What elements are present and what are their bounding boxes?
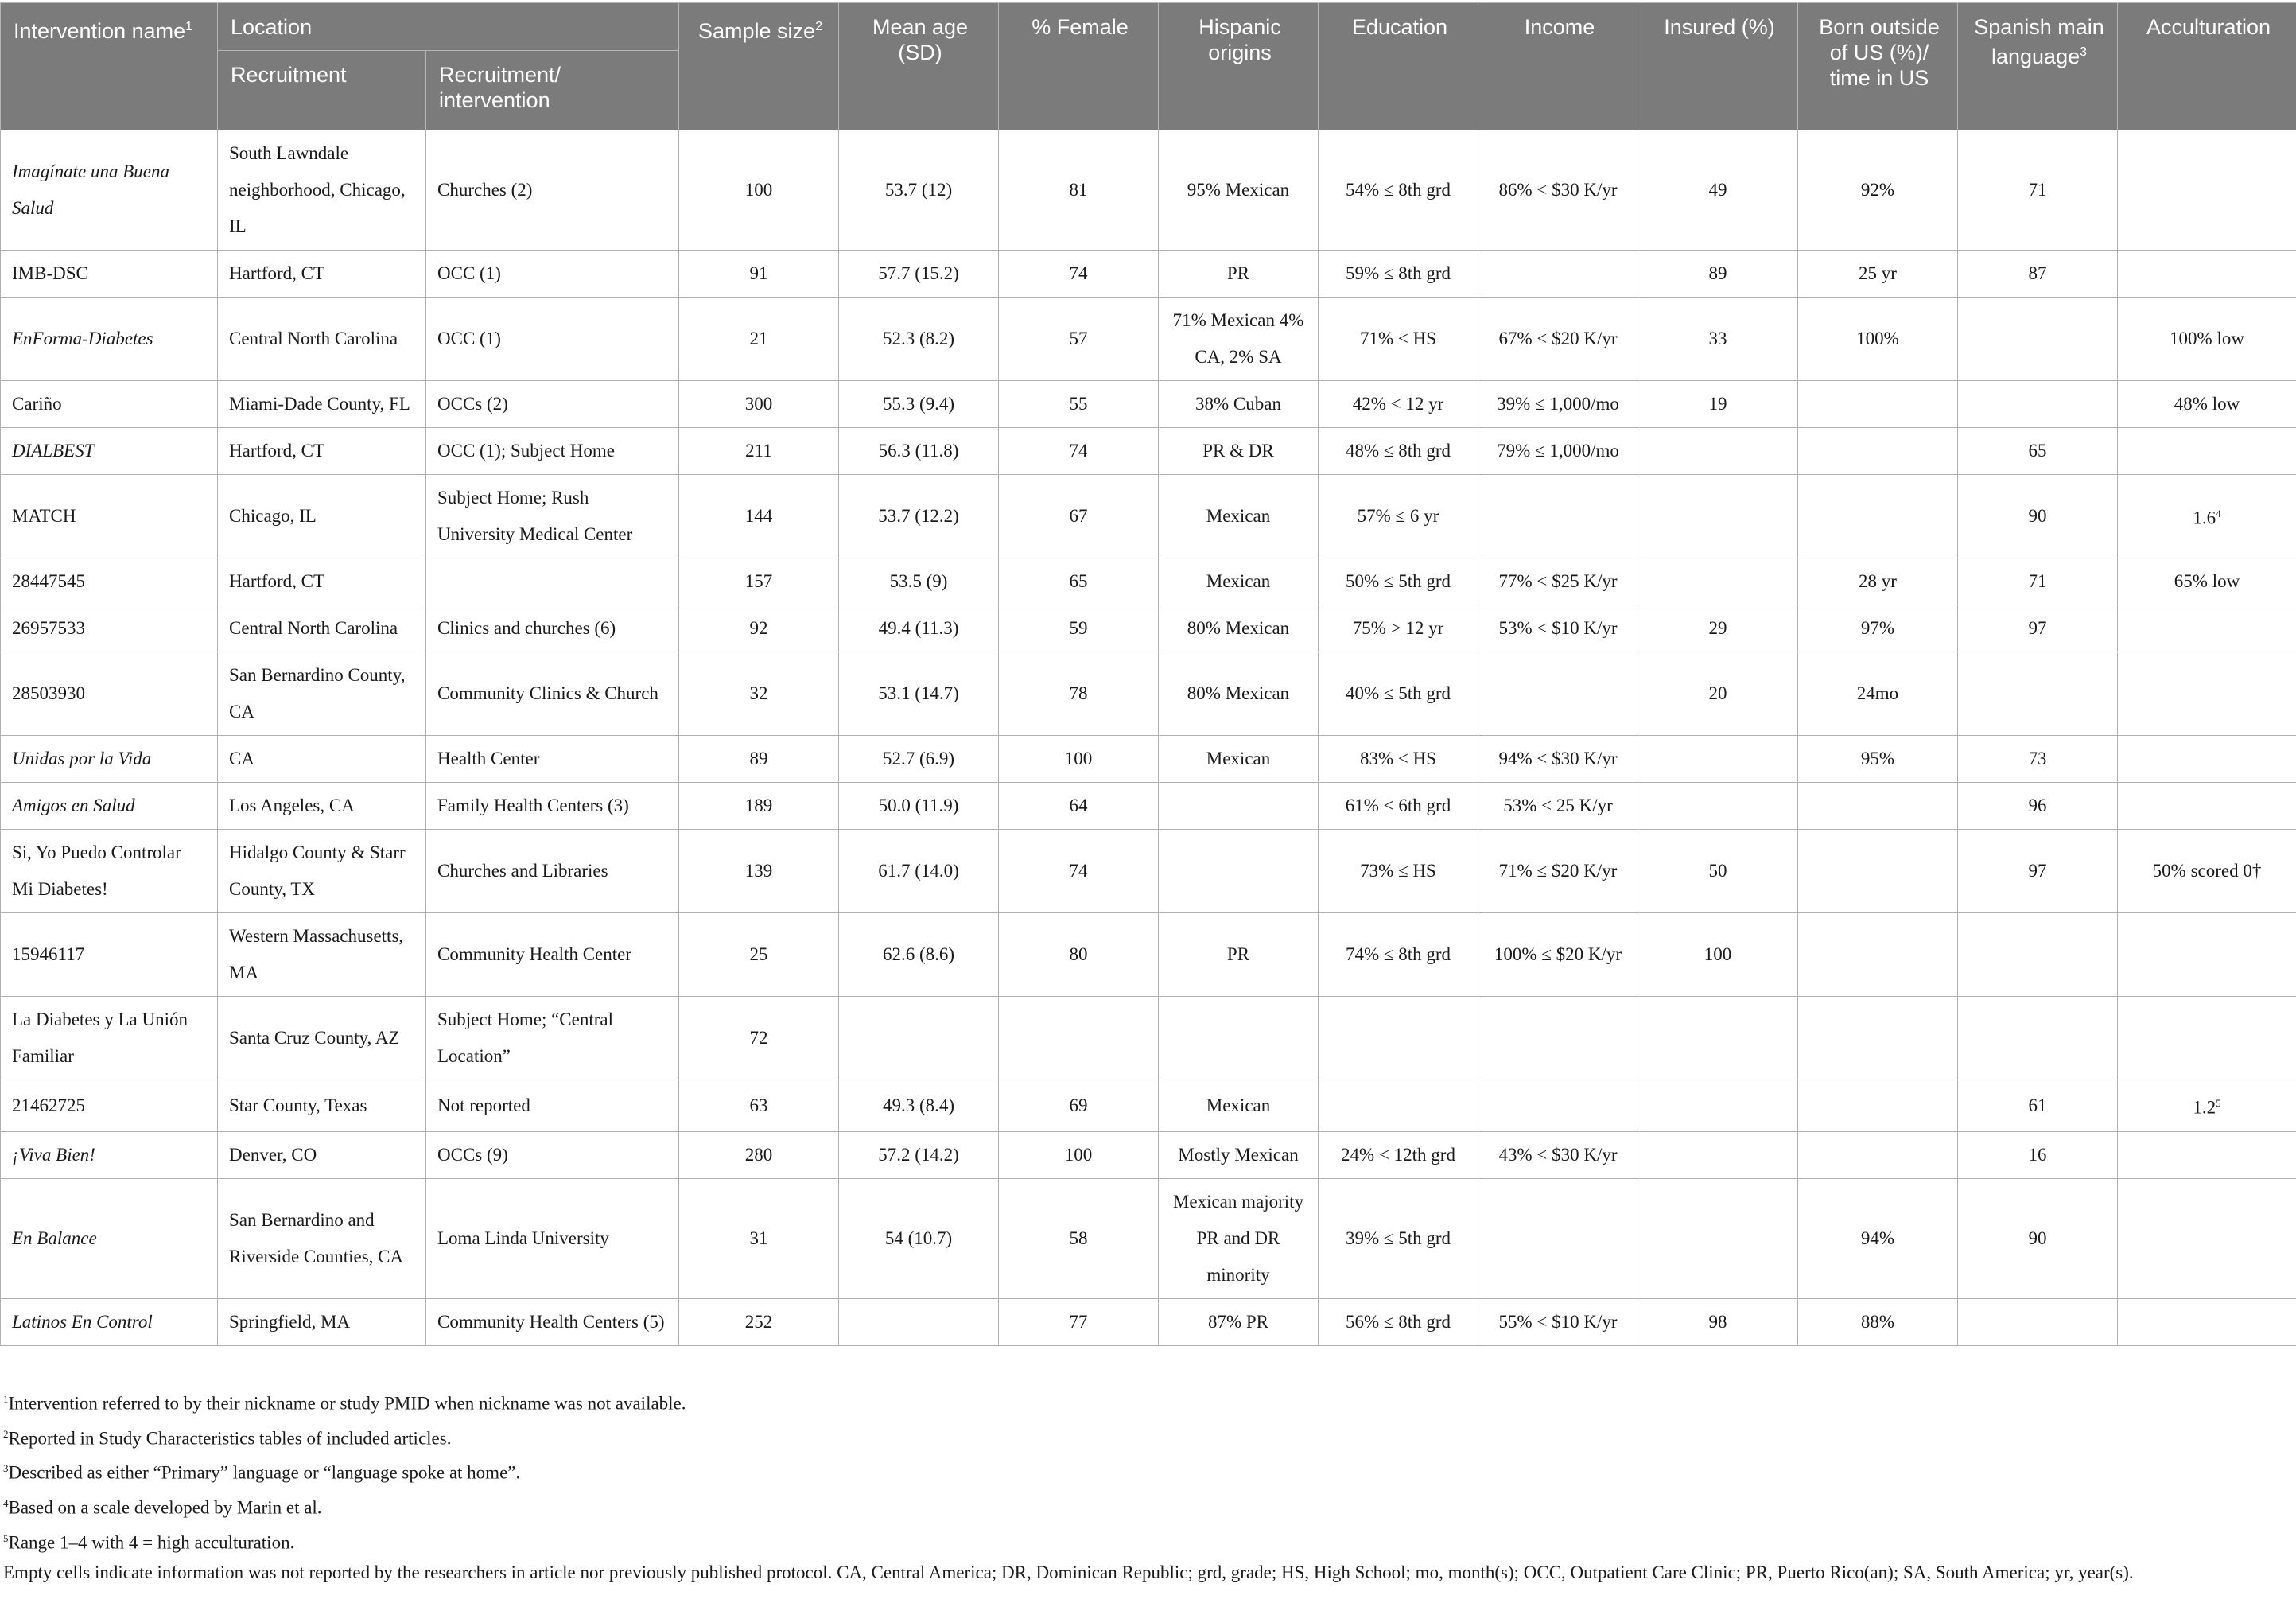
col-spanish-language: Spanish main language$^3$ xyxy=(1958,3,2118,130)
col-location: Location xyxy=(218,3,679,51)
female-cell: 65 xyxy=(999,558,1159,605)
spanish-language-cell: 16 xyxy=(1958,1131,2118,1178)
acculturation-cell: 100% low xyxy=(2118,298,2296,381)
income-cell: 77% < $25 K/yr xyxy=(1478,558,1638,605)
acculturation-cell: $1.2^5$ xyxy=(2118,1080,2296,1132)
intervention-name-cell: 15946117 xyxy=(1,913,218,997)
income-cell: 100% ≤ $20 K/yr xyxy=(1478,913,1638,997)
education-cell: 73% ≤ HS xyxy=(1319,830,1478,913)
education-cell: 75% > 12 yr xyxy=(1319,605,1478,652)
intervention-name-cell: EnForma-Diabetes xyxy=(1,298,218,381)
education-cell: 74% ≤ 8th grd xyxy=(1319,913,1478,997)
income-cell: 55% < $10 K/yr xyxy=(1478,1298,1638,1345)
table-row xyxy=(1,381,2296,428)
intervention-name-cell: La Diabetes y La Unión Familiar xyxy=(1,997,218,1080)
female-cell: 59 xyxy=(999,605,1159,652)
intervention-name-cell: Imagínate una Buena Salud xyxy=(1,130,218,251)
income-cell xyxy=(1478,1178,1638,1298)
born-outside-cell: 97% xyxy=(1798,605,1958,652)
recruitment-intervention-cell: Subject Home; “Central Location” xyxy=(426,997,679,1080)
female-cell: 58 xyxy=(999,1178,1159,1298)
col-intervention-name: Intervention name$^1$ xyxy=(1,3,218,130)
recruitment-intervention-cell: OCC (1); Subject Home xyxy=(426,428,679,475)
acculturation-cell: 50% scored 0† xyxy=(2118,830,2296,913)
income-cell: 53% < 25 K/yr xyxy=(1478,783,1638,830)
hispanic-origins-cell: 80% Mexican xyxy=(1159,652,1319,736)
recruitment-intervention-cell: Community Clinics & Church xyxy=(426,652,679,736)
born-outside-cell xyxy=(1798,1131,1958,1178)
education-cell: 50% ≤ 5th grd xyxy=(1319,558,1478,605)
female-cell: 78 xyxy=(999,652,1159,736)
education-cell xyxy=(1319,1080,1478,1132)
recruitment-cell: Western Massachusetts, MA xyxy=(218,913,426,997)
education-cell: 61% < 6th grd xyxy=(1319,783,1478,830)
mean-age-cell: 53.7 (12) xyxy=(839,130,999,251)
acculturation-cell: $1.6^4$ xyxy=(2118,475,2296,558)
recruitment-intervention-cell: OCCs (2) xyxy=(426,381,679,428)
footnote: $^4$Based on a scale developed by Marin et al. xyxy=(3,1496,322,1518)
female-cell: 77 xyxy=(999,1298,1159,1345)
insured-cell xyxy=(1638,475,1798,558)
born-outside-cell xyxy=(1798,830,1958,913)
education-cell: 54% ≤ 8th grd xyxy=(1319,130,1478,251)
born-outside-cell xyxy=(1798,428,1958,475)
hispanic-origins-cell: Mostly Mexican xyxy=(1159,1131,1319,1178)
acculturation-cell xyxy=(2118,736,2296,783)
female-cell: 74 xyxy=(999,428,1159,475)
sample-size-cell: 300 xyxy=(679,381,839,428)
insured-cell: 33 xyxy=(1638,298,1798,381)
col-sample-size: Sample size$^2$ xyxy=(679,3,839,130)
sample-size-cell: 252 xyxy=(679,1298,839,1345)
insured-cell: 100 xyxy=(1638,913,1798,997)
hispanic-origins-cell: Mexican xyxy=(1159,558,1319,605)
hispanic-origins-cell xyxy=(1159,783,1319,830)
footnote: $^5$Range 1–4 with 4 = high acculturation. xyxy=(3,1531,295,1553)
hispanic-origins-cell: PR & DR xyxy=(1159,428,1319,475)
sample-size-cell: 280 xyxy=(679,1131,839,1178)
col-recruitment: Recruitment xyxy=(218,51,426,130)
insured-cell: 29 xyxy=(1638,605,1798,652)
income-cell: 94% < $30 K/yr xyxy=(1478,736,1638,783)
characteristics-table xyxy=(0,2,2296,1346)
table-row xyxy=(1,475,2296,558)
spanish-language-cell: 71 xyxy=(1958,130,2118,251)
recruitment-intervention-cell: Community Health Center xyxy=(426,913,679,997)
female-cell: 81 xyxy=(999,130,1159,251)
recruitment-cell: San Bernardino County, CA xyxy=(218,652,426,736)
education-cell: 48% ≤ 8th grd xyxy=(1319,428,1478,475)
sample-size-cell: 72 xyxy=(679,997,839,1080)
mean-age-cell: 57.2 (14.2) xyxy=(839,1131,999,1178)
sample-size-cell: 144 xyxy=(679,475,839,558)
sample-size-cell: 31 xyxy=(679,1178,839,1298)
hispanic-origins-cell: 95% Mexican xyxy=(1159,130,1319,251)
table-row xyxy=(1,1080,2296,1132)
mean-age-cell: 52.7 (6.9) xyxy=(839,736,999,783)
insured-cell xyxy=(1638,428,1798,475)
insured-cell xyxy=(1638,997,1798,1080)
acculturation-cell xyxy=(2118,997,2296,1080)
recruitment-cell: Miami-Dade County, FL xyxy=(218,381,426,428)
recruitment-intervention-cell: Health Center xyxy=(426,736,679,783)
income-cell xyxy=(1478,652,1638,736)
table-row xyxy=(1,736,2296,783)
female-cell: 100 xyxy=(999,736,1159,783)
table-row xyxy=(1,428,2296,475)
recruitment-intervention-cell: Churches (2) xyxy=(426,130,679,251)
acculturation-cell: 65% low xyxy=(2118,558,2296,605)
table-header xyxy=(1,3,2296,130)
income-cell: 67% < $20 K/yr xyxy=(1478,298,1638,381)
sample-size-cell: 189 xyxy=(679,783,839,830)
spanish-language-cell: 87 xyxy=(1958,251,2118,298)
recruitment-intervention-cell: Loma Linda University xyxy=(426,1178,679,1298)
recruitment-cell: San Bernardino and Riverside Counties, CA xyxy=(218,1178,426,1298)
table-body xyxy=(1,130,2296,1346)
insured-cell: 19 xyxy=(1638,381,1798,428)
hispanic-origins-cell: Mexican xyxy=(1159,475,1319,558)
mean-age-cell: 53.7 (12.2) xyxy=(839,475,999,558)
income-cell: 71% ≤ $20 K/yr xyxy=(1478,830,1638,913)
hispanic-origins-cell: 38% Cuban xyxy=(1159,381,1319,428)
col-female: % Female xyxy=(999,3,1159,130)
intervention-name-cell: DIALBEST xyxy=(1,428,218,475)
recruitment-intervention-cell: Churches and Libraries xyxy=(426,830,679,913)
sample-size-cell: 139 xyxy=(679,830,839,913)
insured-cell: 50 xyxy=(1638,830,1798,913)
income-cell xyxy=(1478,475,1638,558)
acculturation-cell: 48% low xyxy=(2118,381,2296,428)
insured-cell xyxy=(1638,736,1798,783)
recruitment-intervention-cell: Family Health Centers (3) xyxy=(426,783,679,830)
income-cell xyxy=(1478,997,1638,1080)
hispanic-origins-cell xyxy=(1159,830,1319,913)
insured-cell xyxy=(1638,1080,1798,1132)
spanish-language-cell xyxy=(1958,381,2118,428)
acculturation-cell xyxy=(2118,1298,2296,1345)
hispanic-origins-cell: 87% PR xyxy=(1159,1298,1319,1345)
table-row xyxy=(1,1298,2296,1345)
recruitment-intervention-cell: Clinics and churches (6) xyxy=(426,605,679,652)
female-cell: 55 xyxy=(999,381,1159,428)
table-row xyxy=(1,558,2296,605)
hispanic-origins-cell: PR xyxy=(1159,913,1319,997)
col-education: Education xyxy=(1319,3,1478,130)
income-cell: 43% < $30 K/yr xyxy=(1478,1131,1638,1178)
born-outside-cell: 92% xyxy=(1798,130,1958,251)
female-cell xyxy=(999,997,1159,1080)
education-cell: 56% ≤ 8th grd xyxy=(1319,1298,1478,1345)
col-hispanic-origins: Hispanic origins xyxy=(1159,3,1319,130)
mean-age-cell: 56.3 (11.8) xyxy=(839,428,999,475)
intervention-name-cell: Cariño xyxy=(1,381,218,428)
hispanic-origins-cell: Mexican xyxy=(1159,736,1319,783)
education-cell xyxy=(1319,997,1478,1080)
sample-size-cell: 211 xyxy=(679,428,839,475)
mean-age-cell: 52.3 (8.2) xyxy=(839,298,999,381)
table-footnotes xyxy=(0,1384,2296,1588)
insured-cell xyxy=(1638,1178,1798,1298)
income-cell: 53% < $10 K/yr xyxy=(1478,605,1638,652)
born-outside-cell: 95% xyxy=(1798,736,1958,783)
hispanic-origins-cell: Mexican majority PR and DR minority xyxy=(1159,1178,1319,1298)
table-row xyxy=(1,830,2296,913)
footnote: Empty cells indicate information was not reported by the researchers in article nor previously published protocol. CA, Central America; DR, Dominican Republic; grd, grade; HS, High School; mo, month(s); OCC, Outpatient Care Clinic; PR, Puerto Rico(an); SA, South America; yr, year(s). xyxy=(3,1562,2134,1583)
hispanic-origins-cell: 80% Mexican xyxy=(1159,605,1319,652)
insured-cell: 98 xyxy=(1638,1298,1798,1345)
recruitment-cell: Hartford, CT xyxy=(218,428,426,475)
sample-size-cell: 63 xyxy=(679,1080,839,1132)
acculturation-cell xyxy=(2118,251,2296,298)
recruitment-cell: Springfield, MA xyxy=(218,1298,426,1345)
table-row xyxy=(1,605,2296,652)
hispanic-origins-cell: Mexican xyxy=(1159,1080,1319,1132)
mean-age-cell: 55.3 (9.4) xyxy=(839,381,999,428)
intervention-name-cell: 26957533 xyxy=(1,605,218,652)
acculturation-cell xyxy=(2118,130,2296,251)
born-outside-cell: 100% xyxy=(1798,298,1958,381)
income-cell: 79% ≤ 1,000/mo xyxy=(1478,428,1638,475)
born-outside-cell: 25 yr xyxy=(1798,251,1958,298)
acculturation-cell xyxy=(2118,1131,2296,1178)
female-cell: 100 xyxy=(999,1131,1159,1178)
sample-size-cell: 157 xyxy=(679,558,839,605)
table-row xyxy=(1,298,2296,381)
intervention-name-cell: Si, Yo Puedo Controlar Mi Diabetes! xyxy=(1,830,218,913)
intervention-name-cell: Unidas por la Vida xyxy=(1,736,218,783)
recruitment-cell: Central North Carolina xyxy=(218,605,426,652)
intervention-name-cell: En Balance xyxy=(1,1178,218,1298)
recruitment-cell: South Lawndale neighborhood, Chicago, IL xyxy=(218,130,426,251)
recruitment-intervention-cell: Community Health Centers (5) xyxy=(426,1298,679,1345)
recruitment-intervention-cell: OCCs (9) xyxy=(426,1131,679,1178)
born-outside-cell: 28 yr xyxy=(1798,558,1958,605)
mean-age-cell: 49.4 (11.3) xyxy=(839,605,999,652)
mean-age-cell: 49.3 (8.4) xyxy=(839,1080,999,1132)
education-cell: 59% ≤ 8th grd xyxy=(1319,251,1478,298)
born-outside-cell xyxy=(1798,381,1958,428)
mean-age-cell: 54 (10.7) xyxy=(839,1178,999,1298)
col-recruitment-intervention: Recruitment/ intervention xyxy=(426,51,679,130)
recruitment-cell: Santa Cruz County, AZ xyxy=(218,997,426,1080)
born-outside-cell: 24mo xyxy=(1798,652,1958,736)
recruitment-cell: CA xyxy=(218,736,426,783)
born-outside-cell: 94% xyxy=(1798,1178,1958,1298)
acculturation-cell xyxy=(2118,1178,2296,1298)
insured-cell: 20 xyxy=(1638,652,1798,736)
mean-age-cell: 61.7 (14.0) xyxy=(839,830,999,913)
table-row xyxy=(1,652,2296,736)
footnote: $^1$Intervention referred to by their nickname or study PMID when nickname was not available. xyxy=(3,1393,686,1414)
recruitment-intervention-cell: OCC (1) xyxy=(426,251,679,298)
education-cell: 57% ≤ 6 yr xyxy=(1319,475,1478,558)
hispanic-origins-cell: 71% Mexican 4% CA, 2% SA xyxy=(1159,298,1319,381)
table-row xyxy=(1,997,2296,1080)
spanish-language-cell: 65 xyxy=(1958,428,2118,475)
sample-size-cell: 21 xyxy=(679,298,839,381)
mean-age-cell xyxy=(839,1298,999,1345)
spanish-language-cell xyxy=(1958,298,2118,381)
mean-age-cell: 53.5 (9) xyxy=(839,558,999,605)
mean-age-cell: 50.0 (11.9) xyxy=(839,783,999,830)
recruitment-cell: Hartford, CT xyxy=(218,558,426,605)
recruitment-intervention-cell: Subject Home; Rush University Medical Center xyxy=(426,475,679,558)
intervention-name-cell: Latinos En Control xyxy=(1,1298,218,1345)
spanish-language-cell xyxy=(1958,1298,2118,1345)
female-cell: 80 xyxy=(999,913,1159,997)
acculturation-cell xyxy=(2118,783,2296,830)
born-outside-cell xyxy=(1798,997,1958,1080)
education-cell: 42% < 12 yr xyxy=(1319,381,1478,428)
insured-cell xyxy=(1638,558,1798,605)
education-cell: 40% ≤ 5th grd xyxy=(1319,652,1478,736)
col-income: Income xyxy=(1478,3,1638,130)
recruitment-cell: Chicago, IL xyxy=(218,475,426,558)
footnote: $^2$Reported in Study Characteristics tables of included articles. xyxy=(3,1427,452,1449)
intervention-name-cell: MATCH xyxy=(1,475,218,558)
intervention-name-cell: 28503930 xyxy=(1,652,218,736)
table-row xyxy=(1,913,2296,997)
sample-size-cell: 100 xyxy=(679,130,839,251)
spanish-language-cell: 73 xyxy=(1958,736,2118,783)
table-row xyxy=(1,130,2296,251)
col-mean-age: Mean age (SD) xyxy=(839,3,999,130)
born-outside-cell xyxy=(1798,1080,1958,1132)
mean-age-cell: 62.6 (8.6) xyxy=(839,913,999,997)
income-cell xyxy=(1478,1080,1638,1132)
income-cell: 86% < $30 K/yr xyxy=(1478,130,1638,251)
female-cell: 74 xyxy=(999,251,1159,298)
education-cell: 24% < 12th grd xyxy=(1319,1131,1478,1178)
education-cell: 39% ≤ 5th grd xyxy=(1319,1178,1478,1298)
recruitment-cell: Star County, Texas xyxy=(218,1080,426,1132)
acculturation-cell xyxy=(2118,913,2296,997)
hispanic-origins-cell: PR xyxy=(1159,251,1319,298)
recruitment-cell: Denver, CO xyxy=(218,1131,426,1178)
intervention-name-cell: 21462725 xyxy=(1,1080,218,1132)
table-row xyxy=(1,1178,2296,1298)
intervention-name-cell: 28447545 xyxy=(1,558,218,605)
recruitment-cell: Los Angeles, CA xyxy=(218,783,426,830)
table-row xyxy=(1,1131,2296,1178)
insured-cell xyxy=(1638,1131,1798,1178)
acculturation-cell xyxy=(2118,652,2296,736)
spanish-language-cell: 90 xyxy=(1958,475,2118,558)
intervention-name-cell: ¡Viva Bien! xyxy=(1,1131,218,1178)
col-acculturation: Acculturation xyxy=(2118,3,2296,130)
spanish-language-cell: 96 xyxy=(1958,783,2118,830)
female-cell: 64 xyxy=(999,783,1159,830)
female-cell: 74 xyxy=(999,830,1159,913)
spanish-language-cell: 97 xyxy=(1958,830,2118,913)
born-outside-cell xyxy=(1798,475,1958,558)
recruitment-intervention-cell: OCC (1) xyxy=(426,298,679,381)
income-cell: 39% ≤ 1,000/mo xyxy=(1478,381,1638,428)
spanish-language-cell: 61 xyxy=(1958,1080,2118,1132)
spanish-language-cell xyxy=(1958,997,2118,1080)
recruitment-cell: Hartford, CT xyxy=(218,251,426,298)
col-born-outside: Born outside of US (%)/ time in US xyxy=(1798,3,1958,130)
sample-size-cell: 92 xyxy=(679,605,839,652)
sample-size-cell: 32 xyxy=(679,652,839,736)
spanish-language-cell xyxy=(1958,913,2118,997)
income-cell xyxy=(1478,251,1638,298)
recruitment-intervention-cell xyxy=(426,558,679,605)
sample-size-cell: 89 xyxy=(679,736,839,783)
insured-cell: 49 xyxy=(1638,130,1798,251)
education-cell: 83% < HS xyxy=(1319,736,1478,783)
table-row xyxy=(1,783,2296,830)
insured-cell xyxy=(1638,783,1798,830)
born-outside-cell xyxy=(1798,783,1958,830)
born-outside-cell: 88% xyxy=(1798,1298,1958,1345)
insured-cell: 89 xyxy=(1638,251,1798,298)
born-outside-cell xyxy=(1798,913,1958,997)
mean-age-cell xyxy=(839,997,999,1080)
acculturation-cell xyxy=(2118,605,2296,652)
intervention-name-cell: IMB-DSC xyxy=(1,251,218,298)
col-insured: Insured (%) xyxy=(1638,3,1798,130)
mean-age-cell: 53.1 (14.7) xyxy=(839,652,999,736)
female-cell: 69 xyxy=(999,1080,1159,1132)
spanish-language-cell: 90 xyxy=(1958,1178,2118,1298)
recruitment-intervention-cell: Not reported xyxy=(426,1080,679,1132)
spanish-language-cell: 71 xyxy=(1958,558,2118,605)
table-row xyxy=(1,251,2296,298)
spanish-language-cell: 97 xyxy=(1958,605,2118,652)
sample-size-cell: 25 xyxy=(679,913,839,997)
mean-age-cell: 57.7 (15.2) xyxy=(839,251,999,298)
spanish-language-cell xyxy=(1958,652,2118,736)
education-cell: 71% < HS xyxy=(1319,298,1478,381)
footnote: $^3$Described as either “Primary” language or “language spoke at home”. xyxy=(3,1462,521,1483)
sample-size-cell: 91 xyxy=(679,251,839,298)
female-cell: 57 xyxy=(999,298,1159,381)
hispanic-origins-cell xyxy=(1159,997,1319,1080)
recruitment-cell: Hidalgo County & Starr County, TX xyxy=(218,830,426,913)
recruitment-cell: Central North Carolina xyxy=(218,298,426,381)
acculturation-cell xyxy=(2118,428,2296,475)
female-cell: 67 xyxy=(999,475,1159,558)
intervention-name-cell: Amigos en Salud xyxy=(1,783,218,830)
